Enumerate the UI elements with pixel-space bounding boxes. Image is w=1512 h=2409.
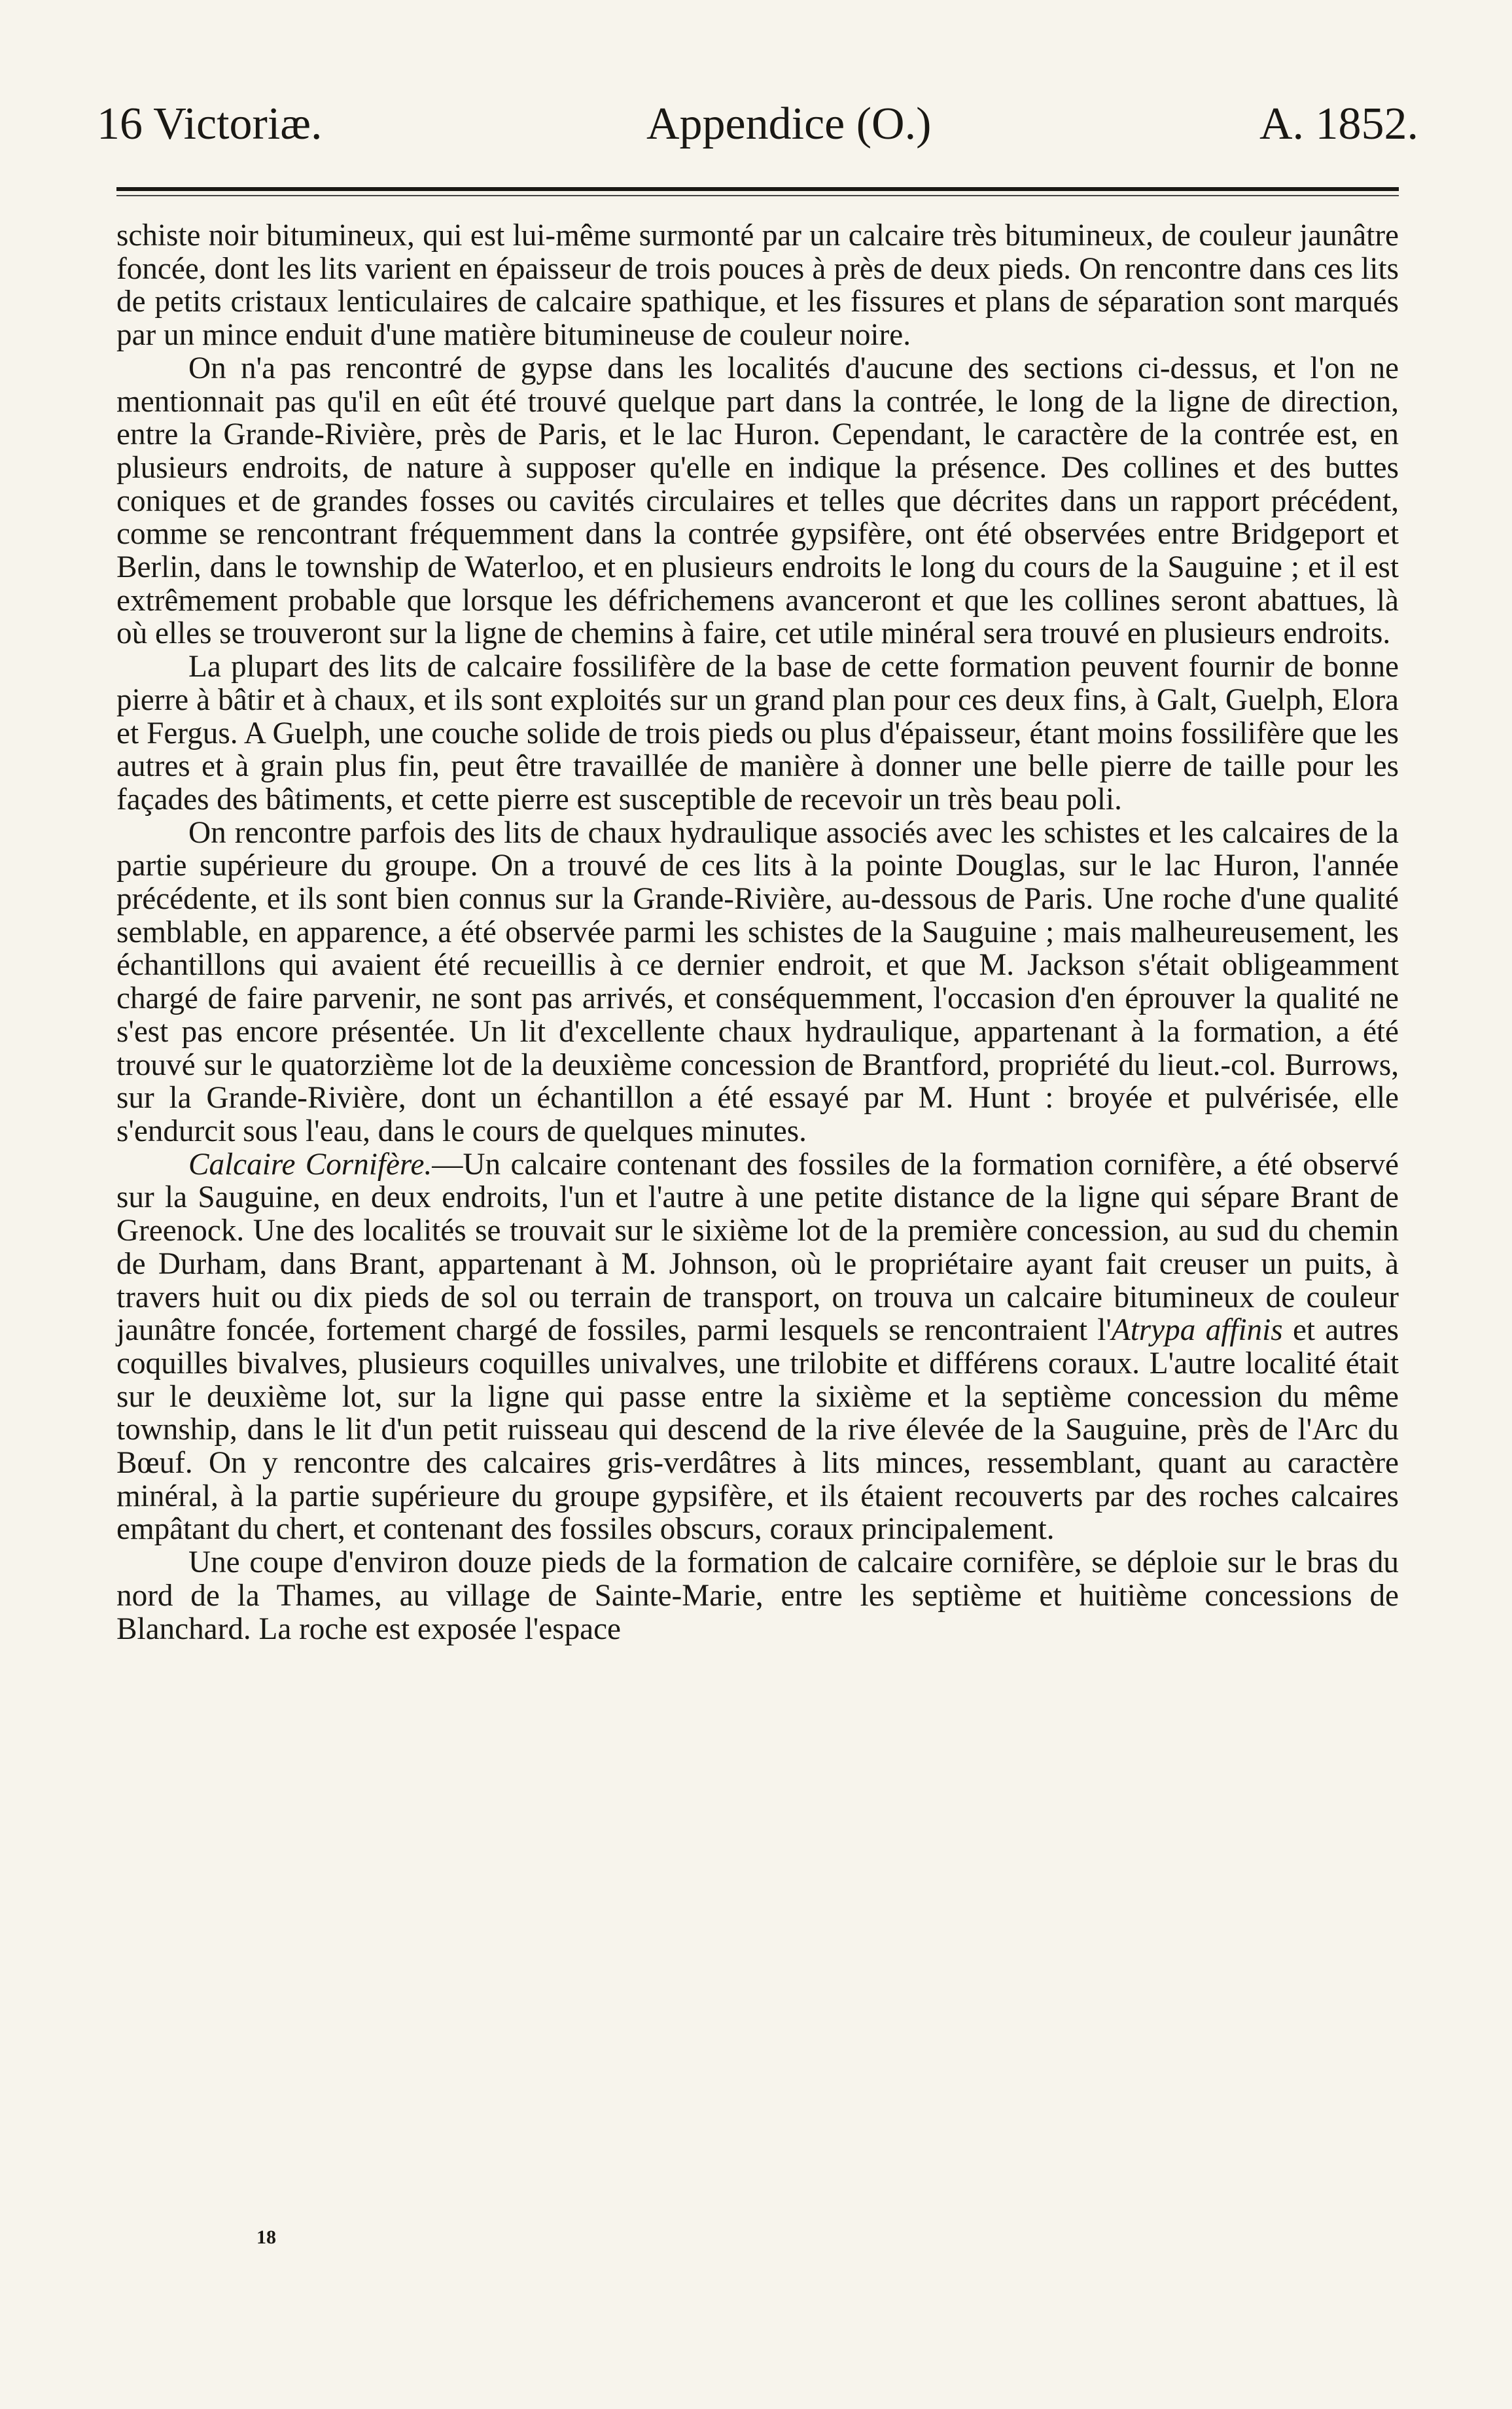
- header-year: A. 1852.: [1259, 99, 1418, 149]
- paragraph-1: schiste noir bitumineux, qui est lui-même surmonté par un calcaire très bitumineux, de couleur jaunâtre foncée, dont les lits varient en épaisseur de trois pouces à près de deux pieds. On rencontre dans ces lits de petits cristaux lenticulaires de calcaire spathique, et les fissures et plans de séparation sont marqués par un mince enduit d'une matière bitumineuse de couleur noire.: [116, 219, 1399, 353]
- paragraph-3: La plupart des lits de calcaire fossilifère de la base de cette formation peuvent fournir de bonne pierre à bâtir et à chaux, et ils sont exploités sur un grand plan pour ces deux fins, à Galt, Guelph, Elora et Fergus. A Guelph, une couche solide de trois pieds ou plus d'épaisseur, étant moins fossilifère que les autres et à grain plus fin, peut être travaillée de manière à donner une belle pierre de taille pour les façades des bâtiments, et cette pierre est susceptible de recevoir un très beau poli.: [116, 650, 1399, 817]
- paragraph-2: On n'a pas rencontré de gypse dans les localités d'aucune des sections ci-dessus, et l'on ne mentionnait pas qu'il en eût été trouvé quelque part dans la contrée, le long de la ligne de direction, entre la Grande-Rivière, près de Paris, et le lac Huron. Cependant, le caractère de la contrée est, en plusieurs endroits, de nature à supposer qu'elle en indique la présence. Des collines et des buttes coniques et de grandes fosses ou cavités circulaires et telles que décrites dans un rapport précédent, comme se rencontrant fréquemment dans la contrée gypsifère, ont été observées entre Bridgeport et Berlin, dans le township de Waterloo, et en plusieurs endroits le long du cours de la Sauguine ; et il est extrêmement probable que lorsque les défrichemens avanceront et que les collines seront abattues, là où elles se trouveront sur la ligne de chemins à faire, cet utile minéral sera trouvé en plusieurs endroits.: [116, 351, 1399, 651]
- paragraph-5-text-b: et autres coquilles bivalves, plusieurs coquilles univalves, une trilobite et différens coraux. L'autre localité était sur le deuxième lot, sur la ligne qui passe entre la sixième et la septième concession du même township, dans le lit d'un petit ruisseau qui descend de la rive élevée de la Sauguine, près de l'Arc du Bœuf. On y rencontre des calcaires gris-verdâtres à lits minces, ressemblant, quant au caractère minéral, à la partie supérieure du groupe gypsifère, et ils étaient recouverts par des roches calcaires empâtant du chert, et contenant des fossiles obscurs, coraux principalement.: [116, 1313, 1399, 1547]
- paragraph-6: Une coupe d'environ douze pieds de la formation de calcaire cornifère, se déploie sur le bras du nord de la Thames, au village de Sainte-Marie, entre les septième et huitième concessions de Blanchard. La roche est exposée l'espace: [116, 1545, 1399, 1646]
- header-session: 16 Victoriæ.: [97, 99, 323, 149]
- paragraph-5: [116, 1148, 1399, 1546]
- running-header: [97, 98, 1418, 150]
- header-rule-thin: [116, 195, 1399, 196]
- signature-mark: 18: [256, 2226, 276, 2248]
- species-name: Atrypa affinis: [1111, 1313, 1283, 1348]
- header-rule: [116, 187, 1399, 191]
- section-heading: Calcaire Cornifère.: [188, 1147, 432, 1182]
- body-text: [116, 219, 1399, 1645]
- header-title: Appendice (O.): [646, 99, 932, 149]
- paragraph-4: On rencontre parfois des lits de chaux hydraulique associés avec les schistes et les calcaires de la partie supérieure du groupe. On a trouvé de ces lits à la pointe Douglas, sur le lac Huron, l'année précédente, et ils sont bien connus sur la Grande-Rivière, au-dessous de Paris. Une roche d'une qualité semblable, en apparence, a été observée parmi les schistes de la Sauguine ; mais malheureusement, les échantillons qui avaient été recueillis à ce dernier endroit, et que M. Jackson s'était obligeamment chargé de faire parvenir, ne sont pas arrivés, et conséquemment, l'occasion d'en éprouver la qualité ne s'est pas encore présentée. Un lit d'excellente chaux hydraulique, appartenant à la formation, a été trouvé sur le quatorzième lot de la deuxième concession de Brantford, propriété du lieut.-col. Burrows, sur la Grande-Rivière, dont un échantillon a été essayé par M. Hunt : broyée et pulvérisée, elle s'endurcit sous l'eau, dans le cours de quelques minutes.: [116, 815, 1399, 1148]
- paragraph-5-text-a: —Un calcaire contenant des fossiles de la formation cornifère, a été observé sur la Sauguine, en deux endroits, l'un et l'autre à une petite distance de la ligne qui sépare Brant de Greenock. Une des localités se trouvait sur le sixième lot de la première concession, au sud du chemin de Durham, dans Brant, appartenant à M. Johnson, où le propriétaire ayant fait creuser un puits, à travers huit ou dix pieds de sol ou terrain de transport, on trouva un calcaire bitumineux de couleur jaunâtre foncée, fortement chargé de fossiles, parmi lesquels se rencontraient l': [116, 1147, 1399, 1348]
